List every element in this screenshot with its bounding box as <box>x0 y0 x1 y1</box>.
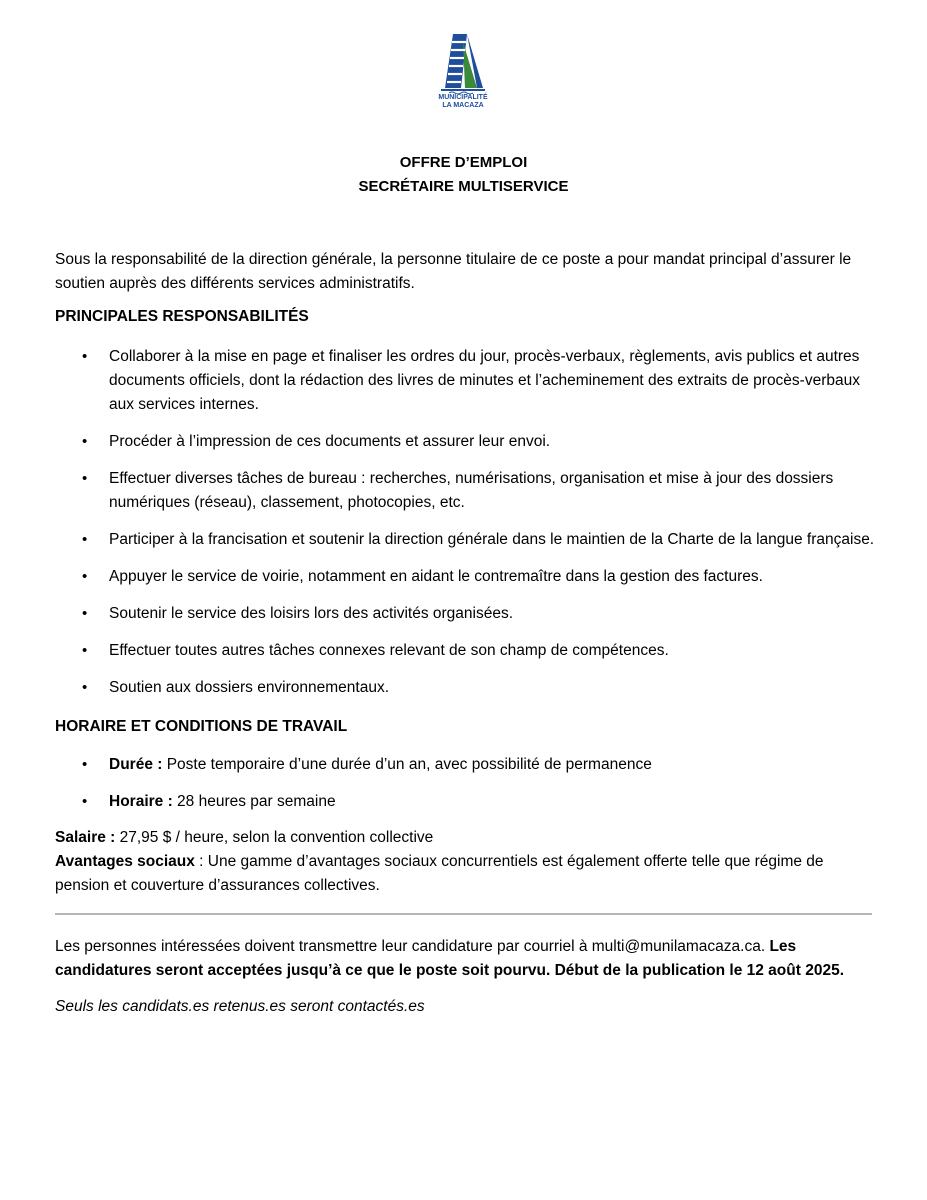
list-item: • Soutien aux dossiers environnementaux. <box>55 676 875 700</box>
document-title <box>0 151 927 199</box>
responsibilities-list <box>55 345 875 713</box>
application-text: Les personnes intéressées doivent transmettre leur candidature par courriel à multi@munilamacaza.ca. <box>55 938 770 955</box>
avantages-label: Avantages sociaux <box>55 853 195 870</box>
contact-note: Seuls les candidats.es retenus.es seront contactés.es <box>55 998 425 1015</box>
horaire-label: Horaire : <box>109 793 173 810</box>
duree-label: Durée : <box>109 756 163 773</box>
list-item <box>55 790 875 814</box>
logo-emblem-icon <box>431 30 495 94</box>
list-item: • Procéder à l’impression de ces documents et assurer leur envoi. <box>55 430 875 454</box>
list-item: • Collaborer à la mise en page et finaliser les ordres du jour, procès-verbaux, règlements, avis publics et autres documents officiels, dont la rédaction des livres de minutes et l’acheminement des extraits de procès-verbaux aux services internes. <box>55 345 875 417</box>
list-item <box>55 753 875 777</box>
conditions-heading: HORAIRE ET CONDITIONS DE TRAVAIL <box>55 718 348 735</box>
intro-paragraph: Sous la responsabilité de la direction générale, la personne titulaire de ce poste a pour mandat principal d’assurer le soutien auprès des différents services administratifs. <box>55 251 852 292</box>
municipality-logo <box>431 30 495 112</box>
horaire-value: 28 heures par semaine <box>172 793 336 810</box>
list-item: • Soutenir le service des loisirs lors des activités organisées. <box>55 602 875 626</box>
salaire-value: 27,95 $ / heure, selon la convention collective <box>115 829 434 846</box>
list-item: • Appuyer le service de voirie, notamment en aidant le contremaître dans la gestion des factures. <box>55 565 875 589</box>
application-deadline: Les candidatures seront acceptées jusqu’à ce que le poste soit pourvu. Début de la publication le 12 août 2025. <box>55 938 844 979</box>
list-item: • Participer à la francisation et soutenir la direction générale dans le maintien de la Charte de la langue française. <box>55 528 875 552</box>
conditions-list <box>55 753 875 827</box>
title-line-2: SECRÉTAIRE MULTISERVICE <box>358 178 569 195</box>
list-item: • Effectuer toutes autres tâches connexes relevant de son champ de compétences. <box>55 639 875 663</box>
benefits-paragraph <box>55 850 875 898</box>
logo-line-2: LA MACAZA <box>442 102 484 109</box>
logo-line-1: MUNICIPALITÉ <box>438 94 488 101</box>
list-item: • Effectuer diverses tâches de bureau : recherches, numérisations, organisation et mise à jour des dossiers numériques (réseau), classement, photocopies, etc. <box>55 467 875 515</box>
section-divider <box>55 913 872 915</box>
avantages-value: : Une gamme d’avantages sociaux concurrentiels est également offerte telle que régime de pension et couverture d’assurances collectives. <box>55 853 824 894</box>
responsibilities-heading: PRINCIPALES RESPONSABILITÉS <box>55 308 309 325</box>
salary-line <box>55 826 875 850</box>
application-paragraph <box>55 935 875 983</box>
salaire-label: Salaire : <box>55 829 116 846</box>
duree-value: Poste temporaire d’une durée d’un an, avec possibilité de permanence <box>162 756 652 773</box>
title-line-1: OFFRE D’EMPLOI <box>399 154 528 171</box>
